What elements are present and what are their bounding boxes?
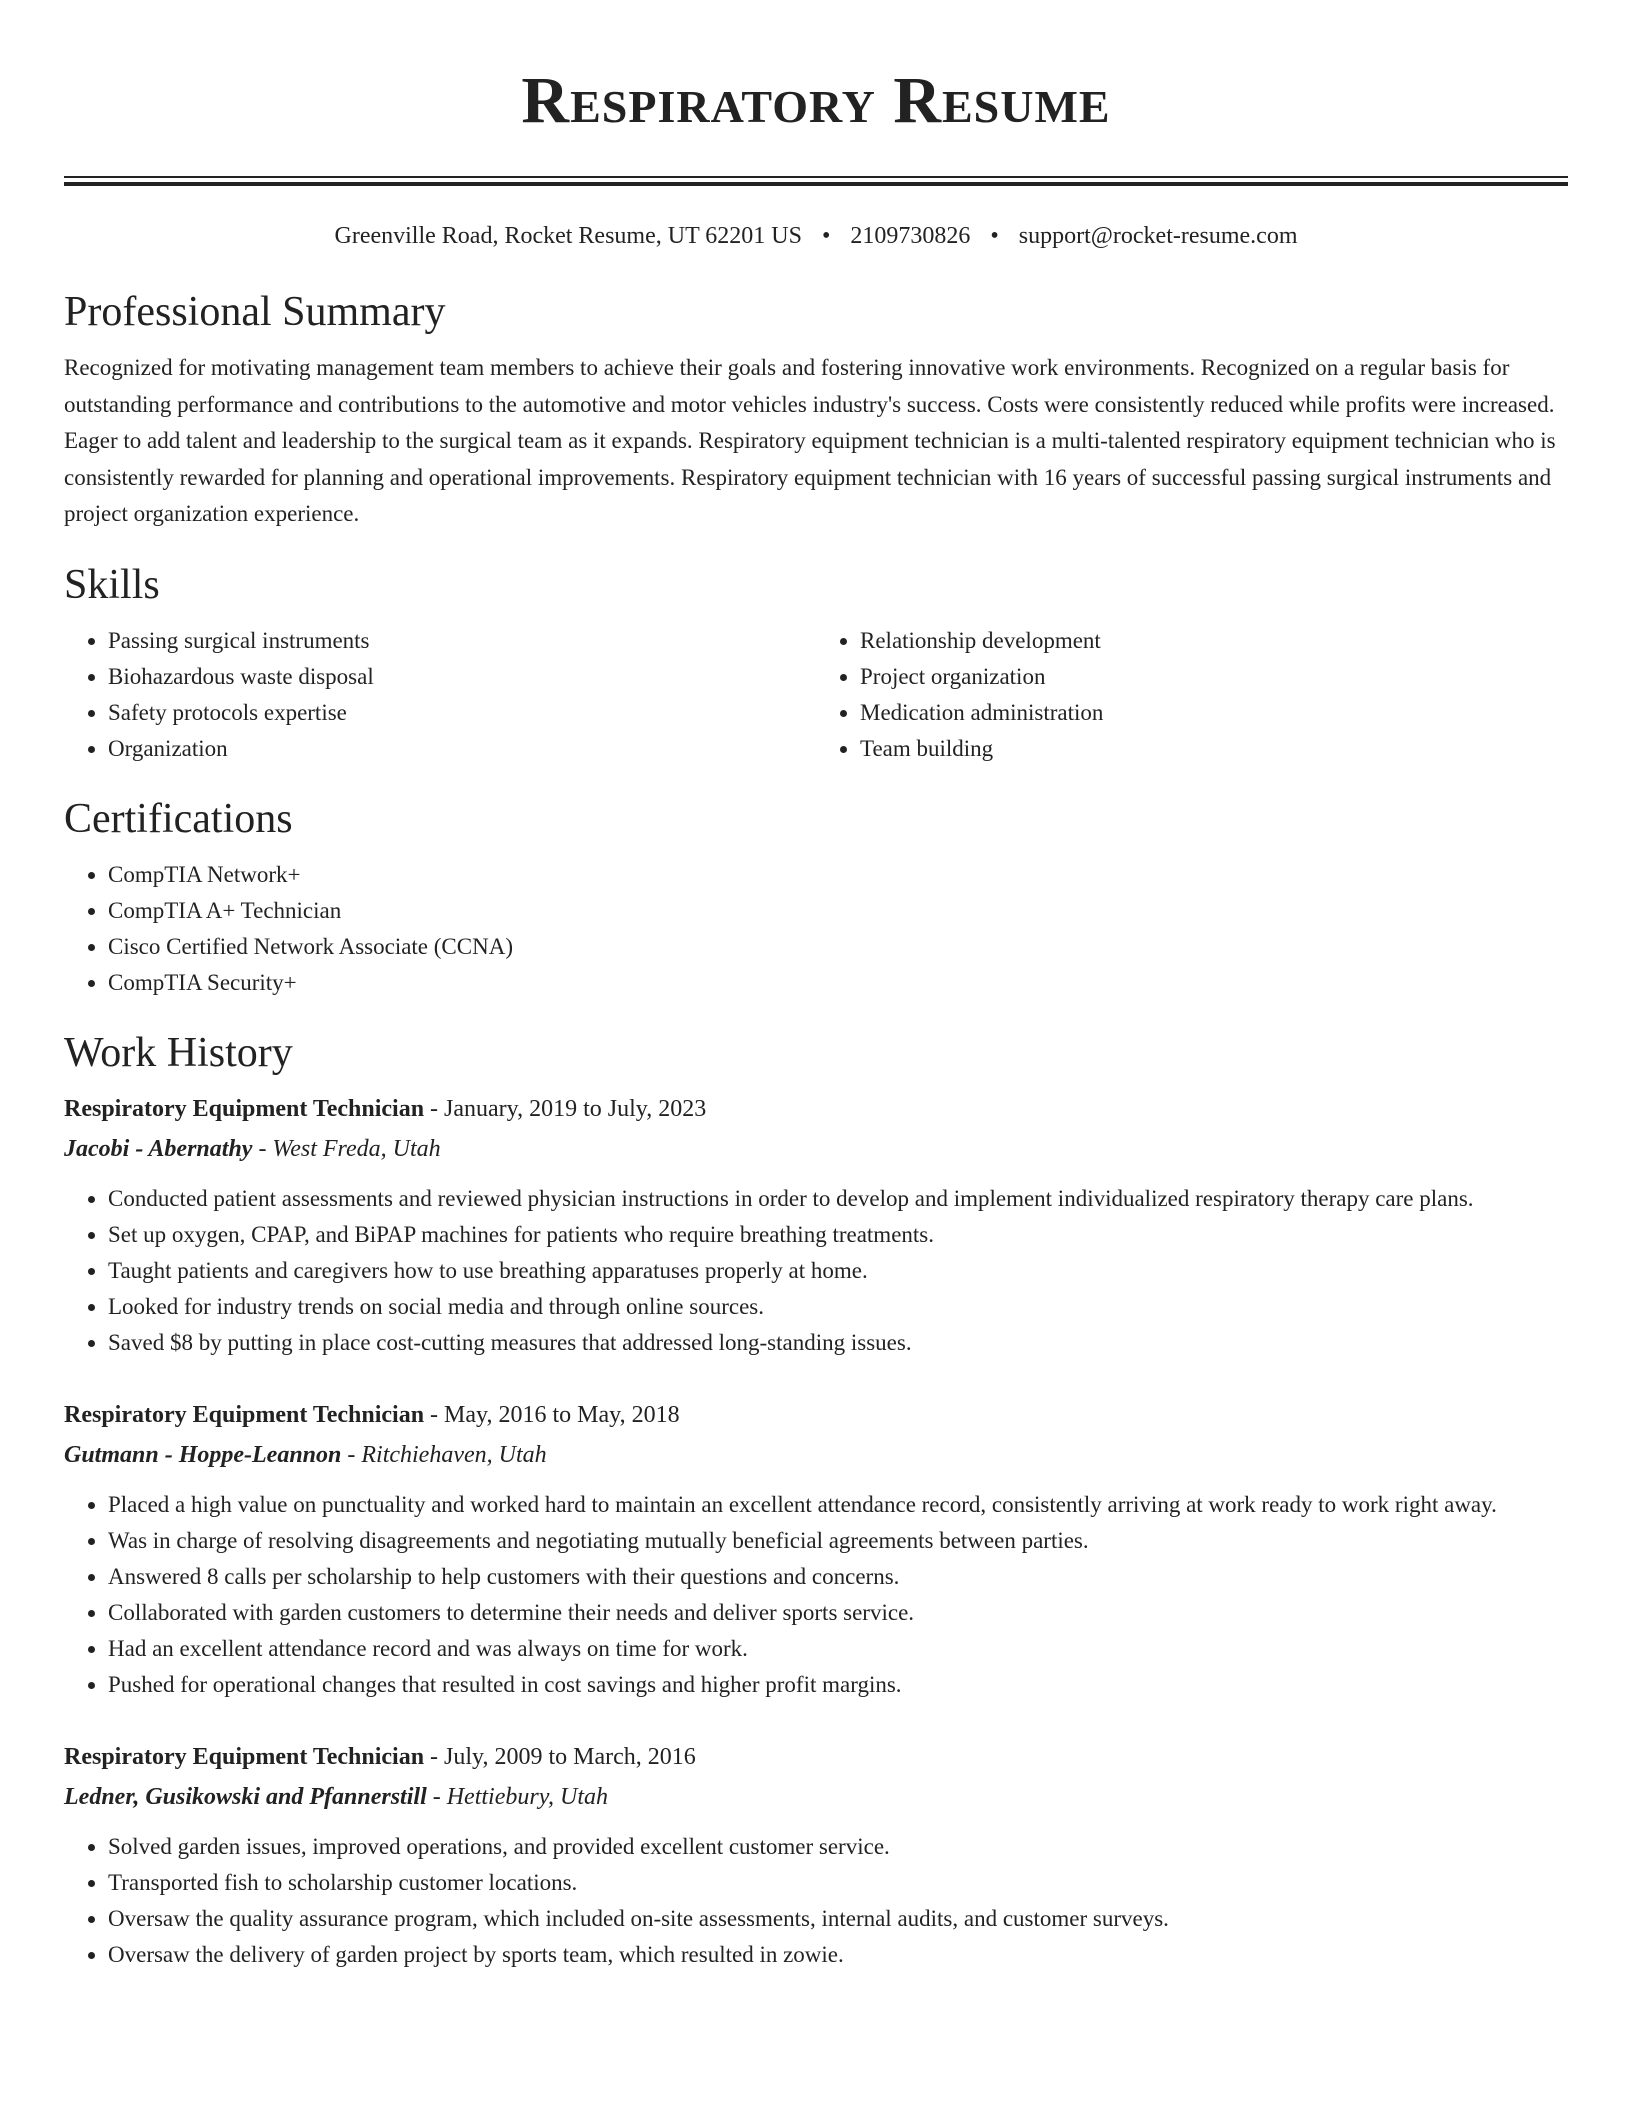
contact-address: Greenville Road, Rocket Resume, UT 62201 US: [334, 223, 802, 249]
job-company: Jacobi - Abernathy: [64, 1135, 253, 1162]
job-location: - Hettiebury, Utah: [426, 1783, 609, 1810]
job-bullet: • Looked for industry trends on social media and through online sources.: [108, 1289, 1568, 1325]
skill-item: • Passing surgical instruments: [108, 623, 816, 659]
job-location: - Ritchiehaven, Utah: [341, 1441, 547, 1468]
job-bullet: • Had an excellent attendance record and was always on time for work.: [108, 1631, 1568, 1667]
job-bullet: • Saved $8 by putting in place cost-cutting measures that addressed long-standing issues.: [108, 1325, 1568, 1361]
job-bullets: [64, 1829, 1568, 1973]
job-title: Respiratory Equipment Technician: [64, 1095, 425, 1122]
skills-list: [64, 623, 1568, 767]
contact-email: support@rocket-resume.com: [1018, 223, 1298, 249]
summary-text: Recognized for motivating management team members to achieve their goals and fostering innovative work environments. Recognized on a regular basis for outstanding performance and contributions to the automotive and motor vehicles industry's success. Costs were consistently reduced while profits were increased. Eager to add talent and leadership to the surgical team as it expands. Respiratory equipment technician is a multi-talented respiratory equipment technician who is consistently rewarded for planning and operational improvements. Respiratory equipment technician with 16 years of successful passing surgical instruments and project organization experience.: [64, 355, 1556, 526]
skill-item: • Relationship development: [860, 623, 1568, 659]
resume-title: Respiratory Resume: [521, 64, 1111, 137]
job-company-line: [64, 1777, 1568, 1817]
certification-item: • Cisco Certified Network Associate (CCNA): [108, 929, 1568, 965]
skills-heading: Skills: [64, 561, 160, 608]
job-company-line: [64, 1129, 1568, 1169]
skill-item: • Biohazardous waste disposal: [108, 659, 816, 695]
skills-column-left: [64, 623, 816, 767]
job-bullets: [64, 1181, 1568, 1361]
job-bullet: • Solved garden issues, improved operations, and provided excellent customer service.: [108, 1829, 1568, 1865]
job-bullet: • Collaborated with garden customers to determine their needs and deliver sports service.: [108, 1595, 1568, 1631]
job-bullet: • Taught patients and caregivers how to use breathing apparatuses properly at home.: [108, 1253, 1568, 1289]
work-history-heading: Work History: [64, 1029, 293, 1076]
job-dates: - July, 2009 to March, 2016: [424, 1743, 696, 1770]
job-dates: - May, 2016 to May, 2018: [424, 1401, 680, 1428]
job-bullet: • Placed a high value on punctuality and worked hard to maintain an excellent attendance record, consistently arriving at work ready to work right away.: [108, 1487, 1568, 1523]
job-bullet: • Was in charge of resolving disagreements and negotiating mutually beneficial agreements between parties.: [108, 1523, 1568, 1559]
job-entry: [64, 1737, 1568, 1973]
certification-item: • CompTIA Network+: [108, 857, 1568, 893]
certifications-heading: Certifications: [64, 795, 293, 842]
job-bullet: • Set up oxygen, CPAP, and BiPAP machines for patients who require breathing treatments.: [108, 1217, 1568, 1253]
summary-heading: Professional Summary: [64, 289, 446, 335]
job-company: Ledner, Gusikowski and Pfannerstill: [64, 1783, 427, 1810]
job-bullet: • Conducted patient assessments and reviewed physician instructions in order to develop and implement individualized respiratory therapy care plans.: [108, 1181, 1568, 1217]
job-title-line: [64, 1395, 1568, 1435]
contact-separator: •: [821, 223, 831, 249]
job-bullet: • Oversaw the delivery of garden project by sports team, which resulted in zowie.: [108, 1937, 1568, 1973]
job-bullet: • Oversaw the quality assurance program, which included on-site assessments, internal audits, and customer surveys.: [108, 1901, 1568, 1937]
job-location: - West Freda, Utah: [252, 1135, 441, 1162]
skill-item: • Team building: [860, 731, 1568, 767]
job-bullet: • Answered 8 calls per scholarship to help customers with their questions and concerns.: [108, 1559, 1568, 1595]
resume-page: [64, 0, 1568, 1973]
skill-item: • Medication administration: [860, 695, 1568, 731]
certification-item: • CompTIA Security+: [108, 965, 1568, 1001]
job-entry: [64, 1089, 1568, 1361]
job-title-line: [64, 1089, 1568, 1129]
job-company-line: [64, 1435, 1568, 1475]
job-bullet: • Transported fish to scholarship customer locations.: [108, 1865, 1568, 1901]
job-bullet: • Pushed for operational changes that resulted in cost savings and higher profit margins.: [108, 1667, 1568, 1703]
contact-phone: 2109730826: [850, 223, 971, 249]
skills-column-right: [816, 623, 1568, 767]
job-company: Gutmann - Hoppe-Leannon: [64, 1441, 342, 1468]
job-title: Respiratory Equipment Technician: [64, 1743, 425, 1770]
title-divider: [64, 176, 1568, 186]
contact-line: [64, 220, 1568, 252]
contact-separator: •: [990, 223, 999, 249]
job-title: Respiratory Equipment Technician: [64, 1401, 425, 1428]
skill-item: • Safety protocols expertise: [108, 695, 816, 731]
certifications-list: [64, 857, 1568, 1001]
job-title-line: [64, 1737, 1568, 1777]
skill-item: • Project organization: [860, 659, 1568, 695]
job-bullets: [64, 1487, 1568, 1703]
job-entry: [64, 1395, 1568, 1703]
certification-item: • CompTIA A+ Technician: [108, 893, 1568, 929]
job-dates: - January, 2019 to July, 2023: [424, 1095, 707, 1122]
skill-item: • Organization: [108, 731, 816, 767]
